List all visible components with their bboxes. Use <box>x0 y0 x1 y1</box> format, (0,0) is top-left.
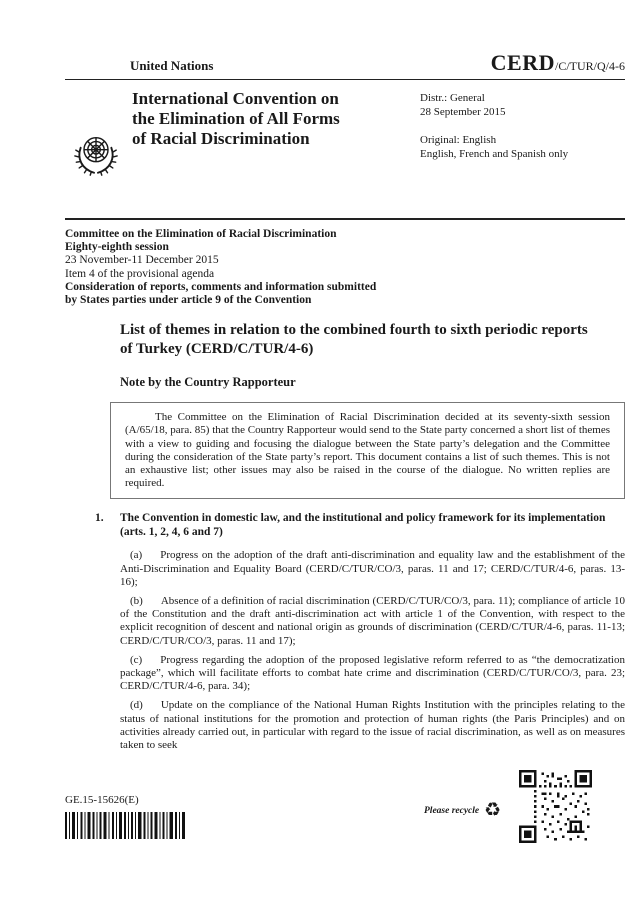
session-name: Eighty-eighth session <box>65 241 169 254</box>
agenda-title-line1: Consideration of reports, comments and information submitted <box>65 280 377 293</box>
list-item-d-label: (d) <box>130 699 143 712</box>
agenda-item: Item 4 of the provisional agenda <box>65 267 215 280</box>
distr-type: Distr.: General <box>420 92 485 104</box>
recycle-icon: ♻ <box>484 799 502 821</box>
distribution-block <box>420 89 625 218</box>
convention-title-line1: International Convention on <box>132 89 339 108</box>
page-title: List of themes in relation to the combined fourth to sixth periodic reports of Turkey (CERD/C/TUR/4-6) <box>120 322 588 358</box>
distr-original: Original: English <box>420 134 497 146</box>
list-item-d <box>120 699 625 752</box>
recycle-label: Please recycle <box>424 805 480 816</box>
agenda-title-line2: by States parties under article 9 of the Convention <box>65 294 312 307</box>
section-1-title: The Convention in domestic law, and the institutional and policy framework for its implementation (arts. 1, 2, 4, 6 and 7) <box>120 512 606 539</box>
header-rule <box>65 218 625 220</box>
list-item-a-label: (a) <box>130 549 143 562</box>
document-symbol-prefix: CERD <box>490 50 555 75</box>
list-item-b-text: Absence of a definition of racial discrimination (CERD/C/TUR/CO/3, para. 11); compliance of article 10 of the Constitution and the draft anti-discrimination act with article 1 of the Convention, with respect to the explicit recognition of descent and national origin as grounds of discrimination (CERD/C/TUR/4-6, paras. 11-13; CERD/C/TUR/CO/3, paras. 11 and 17); <box>120 595 625 647</box>
convention-title <box>132 89 404 218</box>
committee-name: Committee on the Elimination of Racial Discrimination <box>65 228 337 240</box>
session-dates: 23 November-11 December 2015 <box>65 254 219 267</box>
qr-code <box>519 770 592 843</box>
document-symbol <box>491 50 625 76</box>
recycle-note <box>424 801 501 820</box>
section-1-number: 1. <box>95 512 104 525</box>
note-subtitle: Note by the Country Rapporteur <box>120 375 296 390</box>
note-text: The Committee on the Elimination of Racial Discrimination decided at its seventy-sixth session (A/65/18, para. 85) that the Country Rapporteur would send to the State party concerned a short list of themes with a view to guiding and focusing the dialogue between the State party’s delegation and the Committee during the consideration of the State party’s report. This document contains a list of such themes. This is not an exhaustive list; other issues may also be raised in the course of the dialogue. No written replies are required. <box>125 411 610 490</box>
section-1-heading <box>95 511 625 539</box>
list-item-c-label: (c) <box>130 653 143 666</box>
distr-date: 28 September 2015 <box>420 106 506 118</box>
list-item-d-text: Update on the compliance of the National Human Rights Institution with the principles relating to the status of national institutions for the promotion and protection of human rights (the Paris Principles) and on activities already carried out, in particular with regard to the issue of racial discrimination, as well as on measures taken to seek <box>120 699 625 752</box>
header-block <box>0 80 640 218</box>
session-block <box>65 228 625 307</box>
note-box <box>110 402 625 499</box>
convention-title-line2: the Elimination of All Forms <box>132 109 340 128</box>
document-symbol-suffix: /C/TUR/Q/4-6 <box>554 59 625 73</box>
list-item-c-text: Progress regarding the adoption of the proposed legislative reform referred to as “the democratization package”, which will facilitate efforts to combat hate crime and discrimination (CERD/C/TUR/CO/3, para. 23; CERD/C/TUR/4-6, para. 34); <box>120 653 625 693</box>
list-item-b <box>120 595 625 648</box>
org-name: United Nations <box>130 58 214 73</box>
document-number: GE.15-15626(E) <box>65 794 139 806</box>
barcode <box>65 812 187 839</box>
list-item-b-label: (b) <box>130 595 143 608</box>
convention-title-line3: of Racial Discrimination <box>132 129 310 148</box>
list-item-a-text: Progress on the adoption of the draft anti-discrimination and equality law and the establishment of the Anti-Discrimination and Equality Board (CERD/C/TUR/CO/3, paras. 11 and 17; CERD/C/TUR/4-6, paras. 13-16); <box>120 549 625 588</box>
distr-spacer <box>420 119 625 133</box>
un-emblem-icon <box>72 91 120 218</box>
list-item-a <box>120 549 625 589</box>
distr-languages: English, French and Spanish only <box>420 148 569 160</box>
masthead <box>0 0 640 76</box>
list-item-c <box>120 654 625 694</box>
